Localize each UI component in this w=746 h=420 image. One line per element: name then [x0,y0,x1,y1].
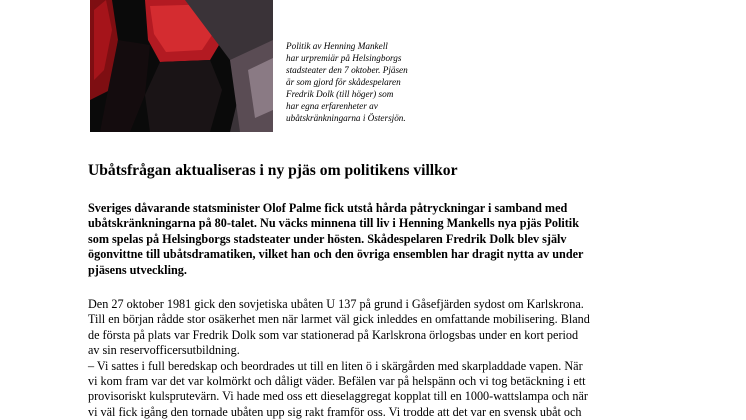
body-line: Den 27 oktober 1981 gick den sovjetiska ubåten U 137 på grund i Gåsefjärden sydost om Karlskrona. [88,297,584,311]
article-photo [90,0,273,132]
body-text [88,297,668,420]
lead-line: ubåtskränkningarna på 80-talet. Nu väcks minnena till liv i Henning Mankells nya pjäs Politik [88,216,579,231]
caption-line: är som gjord för skådespelaren [286,77,401,87]
body-line: provisoriskt kulsprutevärn. Vi hade med oss ett dieselaggregat kopplat till en 1000-wattslampa och när [88,389,588,404]
lead-paragraph [88,201,668,278]
photo-caption [286,40,461,124]
body-line: – Vi sattes i full beredskap och beordrades ut till en liten ö i skärgården med skarpladdade vapen. När [88,358,583,373]
article-headline: Ubåtsfrågan aktualiseras i ny pjäs om politikens villkor [88,162,458,179]
body-line: Till en början rådde stor osäkerhet men när larmet väl gick inleddes en omfattande mobilisering. Bland [88,312,590,327]
body-line: de första på plats var Fredrik Dolk som var stationerad på Karlskrona örlogsbas under en kort period [88,327,579,342]
caption-line: har egna erfarenheter av [286,101,378,111]
lead-line: ögonvittne till ubåtsdramatiken, vilket han och den övriga ensemblen har dragit nytta av under [88,247,584,262]
caption-line: har urpremiär på Helsingborgs [286,53,402,63]
lead-line: som spelas på Helsingborgs stadsteater under hösten. Skådespelaren Fredrik Dolk blev själv [88,231,567,246]
caption-line: Fredrik Dolk (till höger) som [286,89,394,99]
photo-illustration [90,0,273,132]
body-line: vi kom fram var det var kolmörkt och dåligt väder. Befälen var på helspänn och vi tog betäckning i ett [88,374,586,389]
body-line: vi väl fick igång den tornade ubåten upp sig rakt framför oss. Vi trodde att det var en svensk ubåt och [88,404,582,419]
lead-line: Sveriges dåvarande statsminister Olof Palme fick utstå hårda påtryckningar i samband med [88,201,568,215]
caption-line: stadsteater den 7 oktober. Pjäsen [286,65,408,75]
caption-line: Politik av Henning Mankell [286,41,388,51]
lead-line: pjäsens utveckling. [88,262,187,277]
caption-line: ubåtskränkningarna i Östersjön. [286,113,406,123]
body-line: av sin reservofficersutbildning. [88,343,240,358]
